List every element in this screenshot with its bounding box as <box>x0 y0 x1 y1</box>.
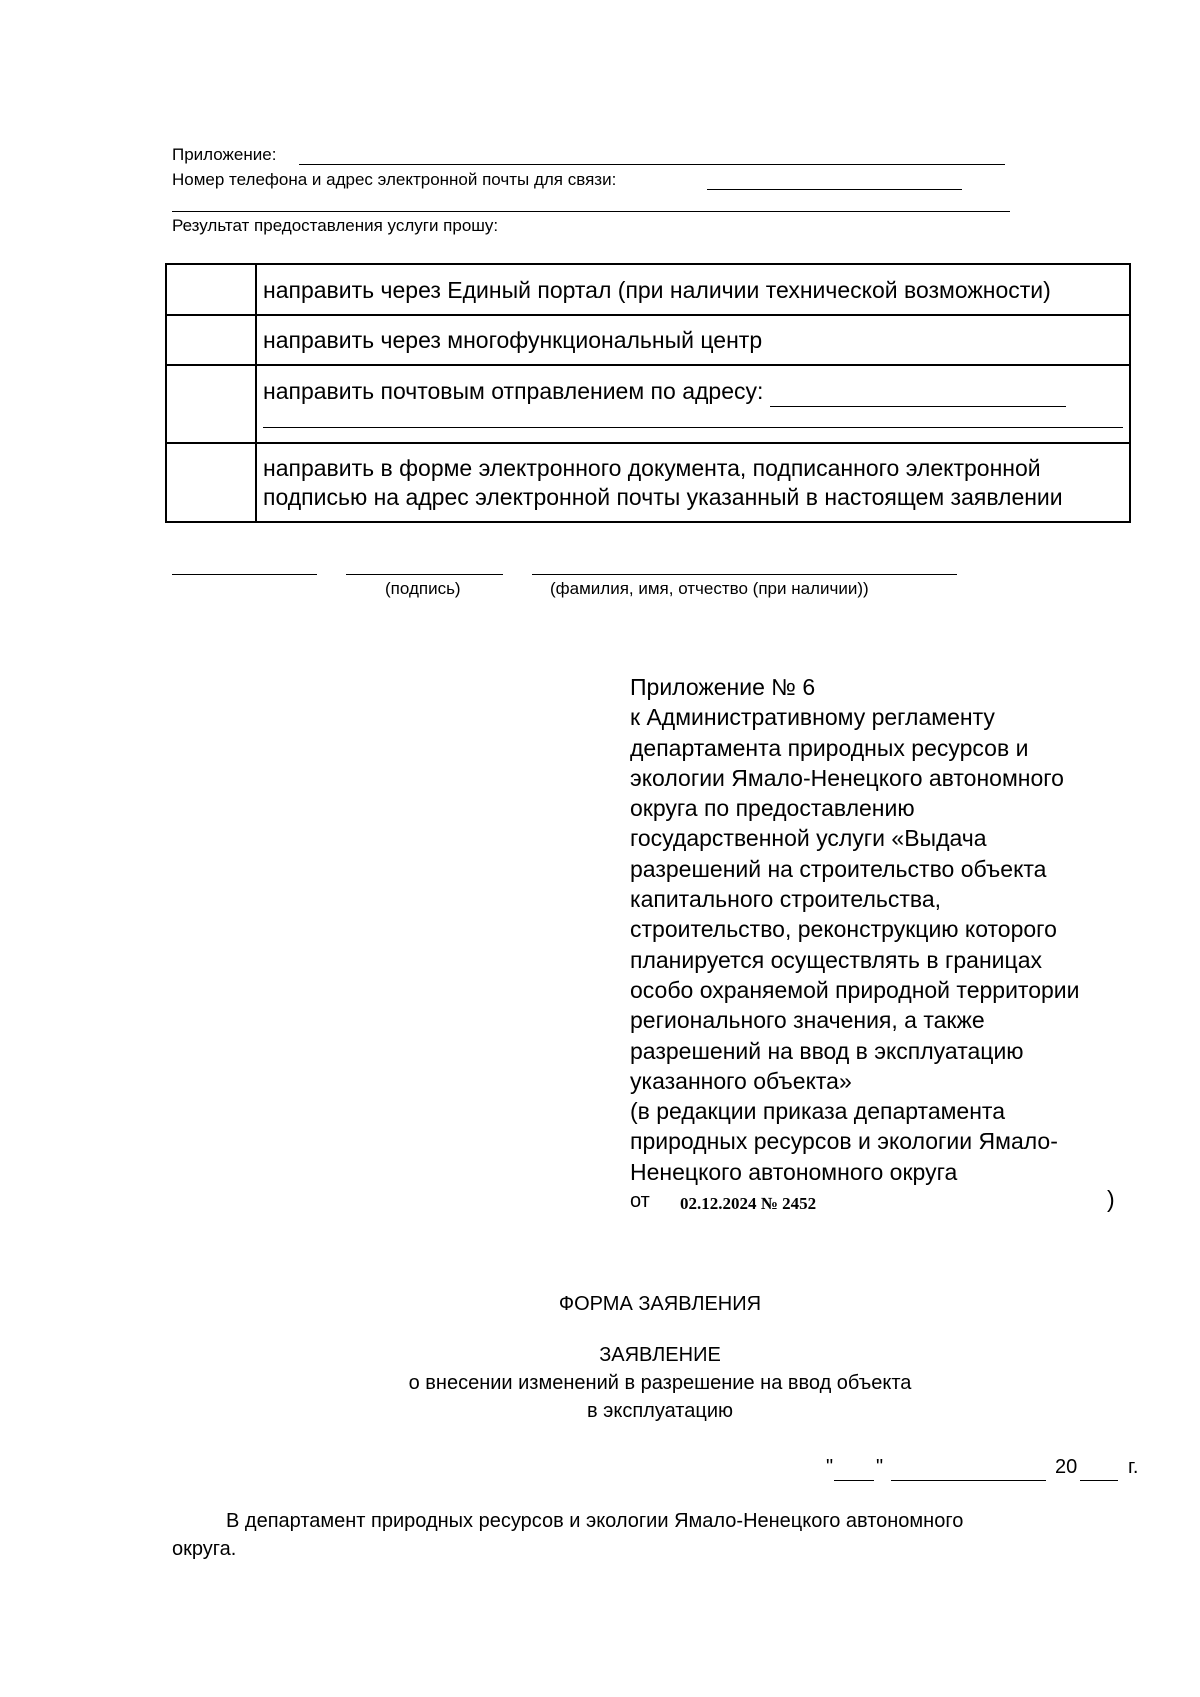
option-checkbox[interactable] <box>166 264 256 315</box>
full-name-caption: (фамилия, имя, отчество (при наличии)) <box>550 579 869 598</box>
option-row <box>166 365 1130 443</box>
option-text: направить через многофункциональный центр <box>263 327 763 353</box>
appendix-line: государственной услуги «Выдача <box>630 825 987 852</box>
option-cell <box>256 365 1130 443</box>
date-quote-close: " <box>876 1456 884 1478</box>
appendix-line: разрешений на строительство объекта <box>630 855 1047 882</box>
option-checkbox[interactable] <box>166 315 256 365</box>
option-row <box>166 315 1130 365</box>
addressee-line: округа. <box>172 1538 237 1560</box>
appendix-line: округа по предоставлению <box>630 795 915 822</box>
appendix-line: строительство, реконструкцию которого <box>630 916 1057 943</box>
option-row <box>166 443 1130 522</box>
date-year-field[interactable] <box>1080 1460 1118 1481</box>
addressee-line: В департамент природных ресурсов и экологии Ямало-Ненецкого автономного <box>226 1510 964 1532</box>
date-month-field[interactable] <box>891 1460 1046 1481</box>
appendix-line: планируется осуществлять в границах <box>630 946 1042 973</box>
closing-parenthesis: ) <box>1107 1186 1115 1212</box>
option-checkbox[interactable] <box>166 443 256 522</box>
order-from-label: от <box>630 1190 650 1212</box>
order-date-number: 02.12.2024 № 2452 <box>680 1194 817 1213</box>
result-options-table <box>165 263 1131 523</box>
attachment-label: Приложение: <box>172 145 277 164</box>
appendix-line: Приложение № 6 <box>630 674 816 700</box>
signature-field[interactable] <box>346 558 503 575</box>
contact-field[interactable] <box>707 171 962 190</box>
application-subtitle: о внесении изменений в разрешение на ввод объекта <box>408 1372 912 1394</box>
signature-caption: (подпись) <box>385 579 461 598</box>
option-text: направить через Единый портал (при наличии технической возможности) <box>263 277 1051 303</box>
option-cell <box>256 443 1130 522</box>
date-day-field[interactable] <box>834 1460 874 1481</box>
appendix-line: капитального строительства, <box>630 886 942 913</box>
option-cell <box>256 315 1130 365</box>
postal-address-field-continued[interactable] <box>263 407 1123 428</box>
date-year-prefix: 20 <box>1055 1456 1078 1478</box>
option-text: подписью на адрес электронной почты указанный в настоящем заявлении <box>263 484 1063 510</box>
appendix-line: указанного объекта» <box>630 1067 852 1094</box>
contact-field-continued[interactable] <box>172 193 1010 212</box>
option-row <box>166 264 1130 315</box>
option-text: направить почтовым отправлением по адресу: <box>263 378 764 404</box>
postal-address-field[interactable] <box>770 377 1066 407</box>
appendix-line: регионального значения, а также <box>630 1007 985 1034</box>
result-label: Результат предоставления услуги прошу: <box>172 216 499 235</box>
appendix-block <box>630 672 1079 1187</box>
position-field[interactable] <box>172 558 317 575</box>
appendix-line: Ненецкого автономного округа <box>630 1158 958 1185</box>
appendix-line: (в редакции приказа департамента <box>630 1098 1005 1125</box>
option-checkbox[interactable] <box>166 365 256 443</box>
appendix-line: особо охраняемой природной территории <box>630 976 1080 1003</box>
appendix-line: департамента природных ресурсов и <box>630 734 1029 761</box>
full-name-field[interactable] <box>532 558 957 575</box>
date-year-suffix: г. <box>1128 1456 1139 1478</box>
form-heading: ФОРМА ЗАЯВЛЕНИЯ <box>558 1293 762 1315</box>
appendix-line: экологии Ямало-Ненецкого автономного <box>630 764 1064 791</box>
option-text: направить в форме электронного документа, подписанного электронной <box>263 455 1041 481</box>
contact-label: Номер телефона и адрес электронной почты для связи: <box>172 170 617 189</box>
option-cell <box>256 264 1130 315</box>
attachment-field[interactable] <box>299 146 1005 165</box>
appendix-line: к Административному регламенту <box>630 704 995 731</box>
appendix-line: природных ресурсов и экологии Ямало- <box>630 1128 1058 1155</box>
application-subtitle: в эксплуатацию <box>586 1400 733 1422</box>
application-title: ЗАЯВЛЕНИЕ <box>599 1344 721 1366</box>
appendix-line: разрешений на ввод в эксплуатацию <box>630 1037 1024 1064</box>
date-quote-open: " <box>826 1456 834 1478</box>
